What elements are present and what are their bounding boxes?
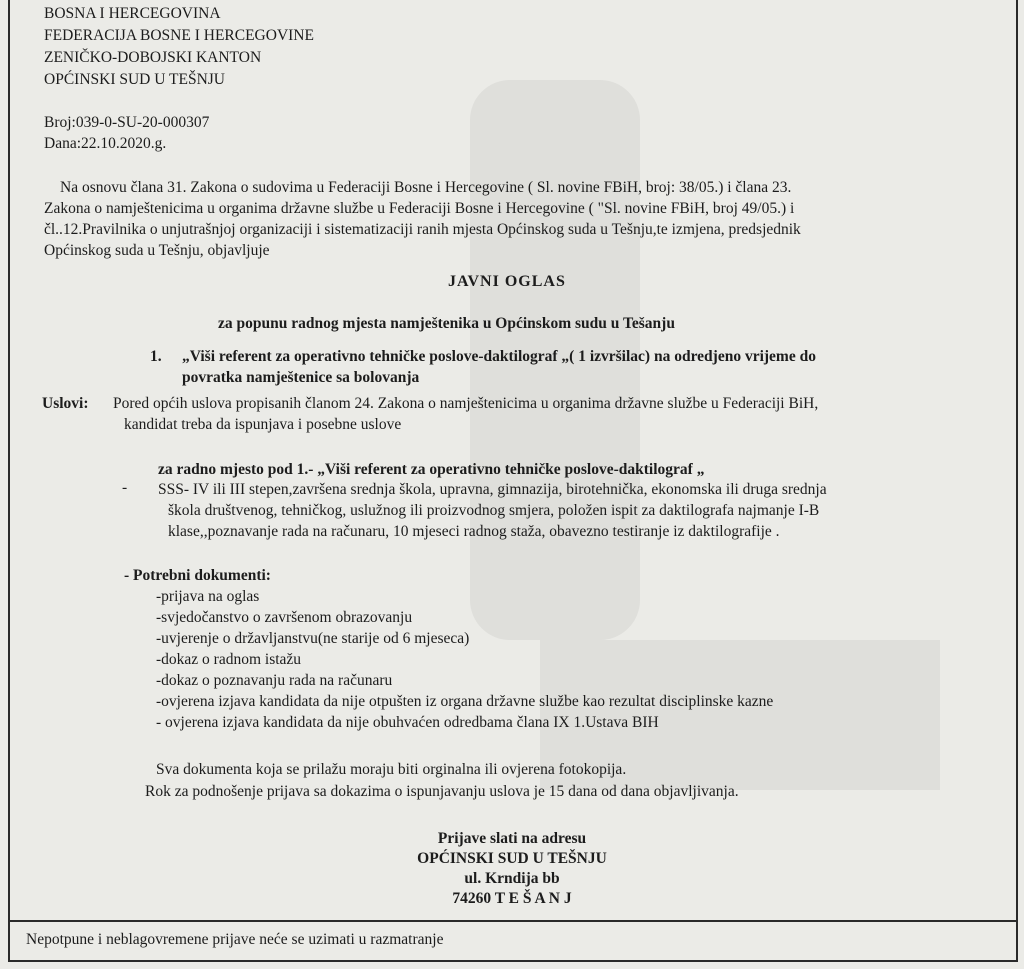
position-title: povratka namještenice sa bolovanja (182, 369, 420, 386)
conditions-label: Uslovi: (42, 395, 89, 412)
intro-line: Na osnovu člana 31. Zakona o sudovima u Federaciji Bosne i Hercegovine ( Sl. novine FBiH, broj: 38/05.) i člana 23. (60, 179, 792, 196)
conditions-text: Pored općih uslova propisanih članom 24. Zakona o namještenicima u organima državne službe u Federaciji BiH, (113, 395, 819, 412)
footer-note: Nepotpune i neblagovremene prijave neće se uzimati u razmatranje (26, 931, 444, 948)
address-court: OPĆINSKI SUD U TEŠNJU (417, 850, 607, 867)
header-country: BOSNA I HERCEGOVINA (44, 5, 221, 22)
special-heading: za radno mjesto pod 1.- „Viši referent za operativno tehničke poslove-daktilograf „ (158, 461, 705, 478)
notes-text: Rok za podnošenje prijava sa dokazima o ispunjavanju uslova je 15 dana od dana objavljivanja. (145, 783, 739, 800)
document-item: -prijava na oglas (156, 588, 260, 605)
documents-heading: - Potrebni dokumenti: (124, 567, 271, 584)
document-item: -dokaz o radnom istažu (156, 651, 302, 668)
document-subtitle: za popunu radnog mjesta namještenika u Općinskom sudu u Tešanju (218, 315, 675, 332)
special-dash: - (122, 479, 128, 496)
document-item: -ovjerena izjava kandidata da nije otpušten iz organa državne službe kao rezultat disciplinske kazne (156, 693, 774, 710)
conditions-text: kandidat treba da ispunjava i posebne uslove (124, 416, 402, 433)
reference-number: Broj:039-0-SU-20-000307 (44, 114, 210, 131)
footer-divider (8, 920, 1018, 922)
address-intro: Prijave slati na adresu (437, 830, 587, 847)
position-number: 1. (150, 348, 162, 365)
intro-line: čl..12.Pravilnika o unjutrašnjoj organizaciji i sistematizaciji ranih mjesta Općinskog suda u Tešnju,te izmjena, predsjednik (44, 221, 801, 238)
document-item: -svjedočanstvo o završenom obrazovanju (156, 609, 413, 626)
document-item: -dokaz o poznavanju rada na računaru (156, 672, 393, 689)
document-item: -uvjerenje o državljanstvu(ne starije od 6 mjeseca) (156, 630, 470, 647)
address-street: ul. Krndija bb (464, 870, 560, 887)
address-city: 74260 T E Š A N J (452, 890, 572, 907)
header-federation: FEDERACIJA BOSNE I HERCEGOVINE (44, 27, 314, 44)
special-text: SSS- IV ili III stepen,završena srednja škola, upravna, gimnazija, birotehnička, ekonomska ili druga srednja (158, 481, 827, 498)
special-text: škola društvenog, tehničkog, uslužnog ili proizvodnog smjera, položen ispit za daktilografa najmanje I-B (168, 502, 820, 519)
header-canton: ZENIČKO-DOBOJSKI KANTON (44, 49, 262, 66)
document-title: JAVNI OGLAS (448, 273, 566, 290)
position-title: „Viši referent za operativno tehničke poslove-daktilograf „( 1 izvršilac) na odredjeno vrijeme do (182, 348, 816, 365)
document-item: - ovjerena izjava kandidata da nije obuhvaćen odredbama člana IX 1.Ustava BIH (156, 714, 659, 731)
intro-line: Općinskog suda u Tešnju, objavljuje (44, 242, 270, 259)
special-text: klase,,poznavanje rada na računaru, 10 mjeseci radnog staža, obavezno testiranje iz daktilografije . (168, 523, 780, 540)
reference-date: Dana:22.10.2020.g. (44, 135, 167, 152)
header-court: OPĆINSKI SUD U TEŠNJU (44, 71, 226, 88)
intro-line: Zakona o namještenicima u organima državne službe u Federaciji Bosne i Hercegovine ( "Sl. novine FBiH, broj 49/05.) i (44, 200, 795, 217)
notes-text: Sva dokumenta koja se prilažu moraju biti orginalna ili ovjerena fotokopija. (156, 761, 627, 778)
